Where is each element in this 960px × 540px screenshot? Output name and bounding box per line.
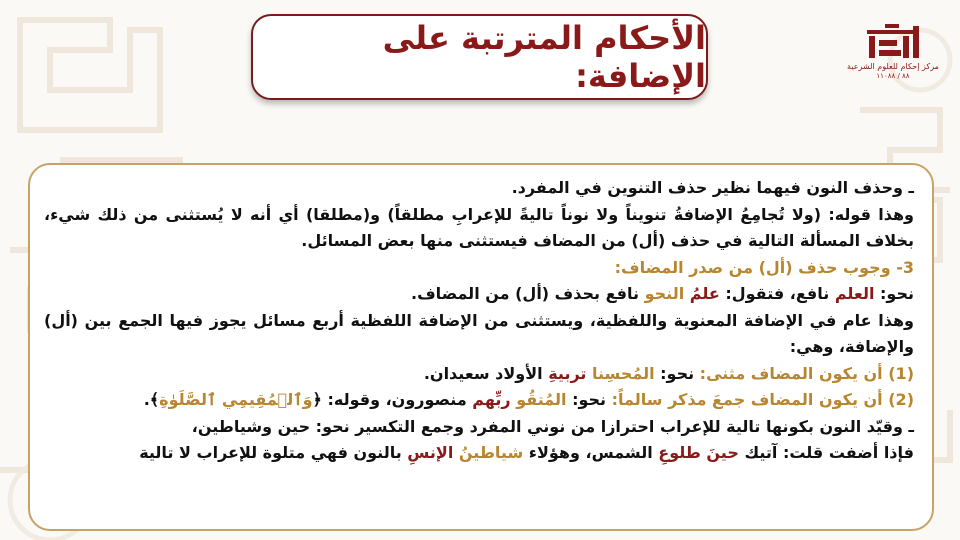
example-word-ilmu: علمُ [689,284,720,303]
case-1-word-tarbiya: تربيةِ [548,363,587,383]
line-example [44,281,914,308]
line-nun-deletion: ـ وحذف النون فيهما نظير حذف التنوين في المفرد. [511,178,914,197]
case-2-word-muttaqu: المُتقُو [516,390,567,409]
case-1-word-muhsina: المُحسِنا [591,363,655,383]
case-1-rest: الأولاد سعيدان. [423,363,549,383]
example-word-ilm: العلم [834,284,875,303]
case-1-label: (1) أن يكون المضاف مثنى: [694,363,914,383]
line-general-rule: وهذا عام في الإضافة المعنوية واللفظية، ويستثنى من الإضافة اللفظية أربع مسائل يجوز فيها الجمع بين (أل) والإضافة، وهي: [44,310,914,356]
logo-code: ۸۸ / ۱۱۰۸۸ [876,72,910,80]
case-2-mid: منصورون، وقوله: ﴿ [312,390,473,409]
case-2-quran: وَٱلۡمُقِيمِي ٱلصَّلَوٰةِ [159,390,313,409]
page-title: الأحكام المترتبة على الإضافة: [382,19,706,95]
word-shayatin: شياطينُ [458,443,524,462]
word-hina: حينَ [706,443,739,462]
logo [846,22,940,98]
line-idafa-example [44,440,914,467]
case-2-end: ﴾. [143,390,160,409]
line-8-mid: الشمس، وهؤلاء [523,443,659,462]
ihkam-logo-icon [863,22,923,62]
line-8-start: فإذا أضفت قلت: آتيك [738,443,914,462]
example-word-nahw: النحو [644,284,685,303]
case-2-word-rabbihim: ربِّهم [472,390,511,409]
case-1-prefix: نحو: [654,363,695,383]
line-nun-restriction: ـ وقيّد النون بكونها تالية للإعراب احترازا من نوني المفرد وجمع التكسير نحو: حين وشياطين، [191,416,914,436]
word-ins: الإنسِ [407,443,454,462]
line-8-end: بالنون فهي متلوة للإعراب لا تالية [139,443,408,462]
case-1 [44,361,914,388]
example-prefix: نحو: [874,284,914,303]
word-tuluu: طلوعِ [658,443,701,462]
case-2 [44,387,914,414]
section-heading-3: 3- وجوب حذف (أل) من صدر المضاف: [614,257,914,277]
content-box [28,163,934,531]
logo-subtitle: مركز إحكام للعلوم الشرعية [847,62,939,71]
example-end: نافع بحذف (أل) من المضاف. [411,284,645,303]
example-mid: نافع، فتقول: [719,284,835,303]
line-quote-explanation: وهذا قوله: (ولا تُجامِعُ الإضافةُ تنويناً ولا نوناً تاليةً للإعرابِ مطلقاً) و(مطلقا) أي أنه لا يُستثنى من ذلك شيء، بخلاف المسألة التالية في حذف (أل) من المضاف فيستثنى منها بعض المسائل. [44,204,914,250]
case-2-label: (2) أن يكون المضاف جمعَ مذكر سالماً: [606,390,914,409]
title-box [251,14,708,100]
case-2-prefix: نحو: [566,390,607,409]
